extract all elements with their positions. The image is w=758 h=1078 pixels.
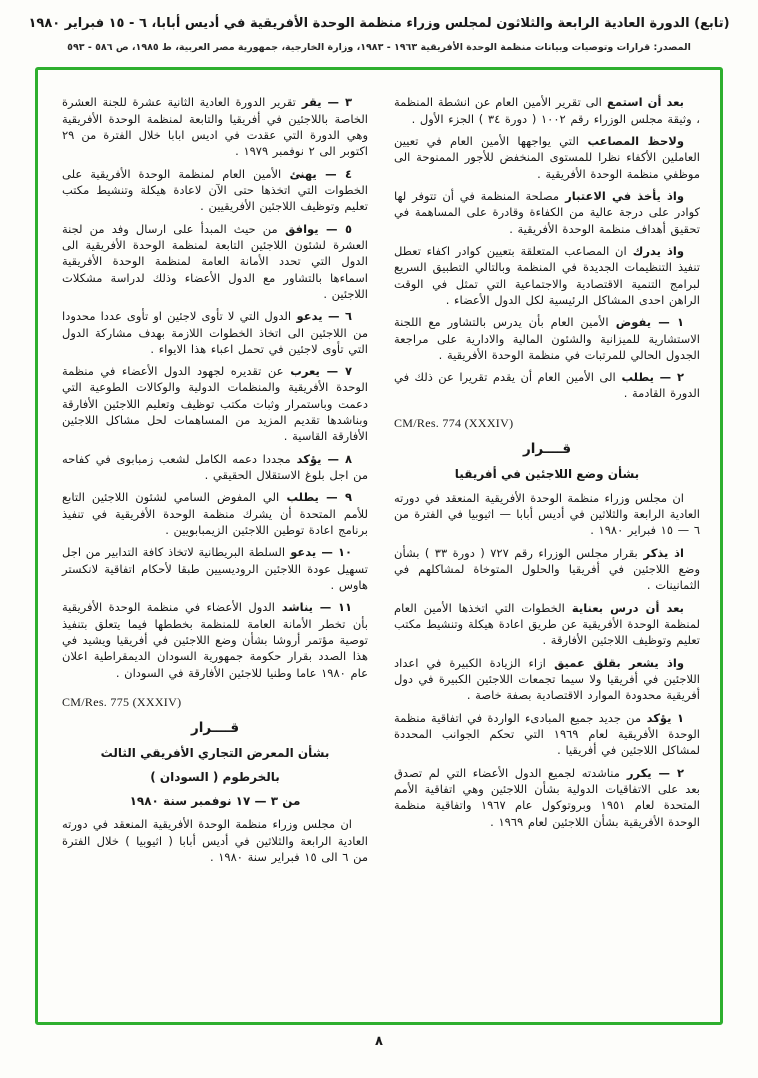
numbered-clause <box>62 363 368 445</box>
paragraph-text: تقرير الدورة العادية الثانية عشرة للجنة العشرة الخاصة باللاجئين في أفريقيا والتابعة لمنظمة الوحدة الأفريقية وهي الدورة التي عقدت في اديس ابابا خلال الفترة من ٢٩ اكتوبر الى ٢ نوفمبر ١٩٧٩ . <box>62 95 368 159</box>
paragraph <box>394 490 700 539</box>
paragraph <box>394 133 700 182</box>
paragraph-text: الي المفوض السامي لشئون اللاجئين التابع للأمم المتحدة أن يشرك منظمة الوحدة الأفريقية في تنفيذ برنامج اعادة توطين اللاجئين الزيمبابويين . <box>62 490 368 538</box>
paragraph <box>394 545 700 594</box>
paragraph-text: التي يواجهها الأمين العام في تعيين العاملين الأكفاء نظرا للمستوى المنخفض للأجور الممنوحة الى موظفي منظمة الوحدة الأفريقية . <box>394 133 700 181</box>
paragraph-text: ان مجلس وزراء منظمة الوحدة الأفريقية المنعقد في دورته العادية الرابعة والثلاثين في أديس أبابا ( اثيوبيا ) خلال الفترة من ٦ الى ١٥ فبراير سنة ١٩٨٠ . <box>62 817 368 865</box>
numbered-clause <box>62 308 368 357</box>
clause-number-lead: ٦ — يدعو <box>296 309 352 324</box>
resolution-heading: قــــرار <box>522 440 572 457</box>
numbered-clause <box>62 451 368 484</box>
numbered-clause <box>394 369 700 402</box>
clause-number-lead: ٧ — يعرب <box>290 364 352 379</box>
clause-number-lead: ١٠ — يدعو <box>290 545 352 560</box>
paragraph <box>62 816 368 865</box>
paragraph-text: السلطة البريطانية لاتخاذ كافة التدابير من اجل تسهيل عودة اللاجئين الروديسيين طبقا لأحكام اتفاقية لانكستر هاوس . <box>62 545 368 593</box>
paragraph-text: ان المصاعب المتعلقة بتعيين كوادر اكفاء تعطل تنفيذ التنظيمات الجديدة في المنظمة وبالتالي التطبيق السريع لبرامج التنمية الاقتصادية والاجتماعية التي تمثل في الوقت الراهن احدى المشاكل الرئيسية لكل الدول الأعضاء . <box>394 243 700 307</box>
clause-number-lead: ٥ — يوافق <box>285 221 352 236</box>
paragraph-text: مصلحة المنظمة في أن تتوفر لها كوادر على درجة عالية من الكفاءة وقادرة على المساهمة في تحقيق أهداف منظمة الوحدة الأفريقية . <box>394 188 700 236</box>
paragraph <box>394 188 700 237</box>
paragraph-text: الدول الأعضاء في منظمة الوحدة الأفريقية بأن تخطر الأمانة العامة للمنظمة بخططها فيما يتعلق بتنفيذ توصية مؤتمر أروشا بشأن وضع اللاجئين في أفريقيا ويشيد في هذا الصدد بقرار حكومة جمهورية السودان الديمقراطية اعلان عام ١٩٨٠ عاما وطنيا للاجئين الأفارقة في السودان . <box>62 600 368 680</box>
paragraph-text: ان مجلس وزراء منظمة الوحدة الأفريقية المنعقد في دورته العادية الرابعة والثلاثين في أديس أبابا — اثيوبيا في الفترة من ٦ — ١٥ فبراير ١٩٨٠ . <box>394 490 700 538</box>
paragraph-text: ازاء الزيادة الكبيرة في اعداد اللاجئين في أفريقيا ولا سيما تجمعات اللاجئين الكبيرة في دول أفريقية محدودة الموارد الاقتصادية بصفة خاصة . <box>394 655 700 703</box>
paragraph-text: الى تقرير الأمين العام عن انشطة المنظمة ، وثيقة مجلس الوزراء رقم ١٠٠٢ ( دورة ٣٤ ) الجزء الأول . <box>394 95 700 126</box>
paragraph-text: الخطوات التي اتخذها الأمين العام لمنظمة الوحدة الأفريقية عن طريق اعادة هيكلة وتنشيط مكتب تعليم وتوظيف اللاجئين الأفارقة . <box>394 600 700 648</box>
two-column-layout <box>58 94 700 1004</box>
paragraph-text: من جديد جميع المبادىء الواردة في اتفاقية منظمة الوحدة الأفريقية لعام ١٩٦٩ التي تحكم الجوانب المحددة لمشاكل اللاجئين في أفريقيا . <box>394 710 700 758</box>
paragraph-text: الأمين العام بأن يدرس بالتشاور مع اللجنة الاستشارية للميزانية والشئون المالية والادارية على مراجعة الجدول الحالي للمرتبات في منظمة الوحدة الأفريقية . <box>394 315 700 362</box>
paragraph-text: عن تقديره لجهود الدول الأعضاء في منظمة الوحدة الأفريقية والمنظمات الدولية والوكالات الطوعية التي دعمت وباستمرار وثبات مكتب توظيف وتعليم اللاجئين الأفارقة وبناشدها تقديم المزيد من المساهمات لحل مشاكل اللاجئين الأفارقة القاسية . <box>62 364 368 444</box>
page-number: ٨ <box>375 1034 383 1050</box>
resolution-heading: قــــرار <box>190 720 240 737</box>
paragraph-lead: اذ يذكر <box>643 545 684 560</box>
paragraph-text: الأمين العام لمنظمة الوحدة الأفريقية على الخطوات التي اتخذها حتى الآن لاعادة هيكلة وتنشيط مكتب تعليم وتوظيف اللاجئين الأفريقيين . <box>62 166 368 214</box>
page-header <box>0 0 758 54</box>
paragraph-text: من حيث المبدأ على ارسال وفد من لجنة العشرة لشئون اللاجئين التابعة لمنظمة الوحدة الأفريقية الى الدول التي تحدد الأمانة العامة لمنظمة الوحدة الأفريقية اسماءها بالتشاور مع الدول الأعضاء وذلك لدراسة مشكلات اللاجئين . <box>62 221 368 301</box>
resolution-reference: CM/Res. 774 (XXXIV) <box>394 415 514 430</box>
numbered-clause <box>62 544 368 593</box>
clause-number-lead: ٣ — يقر <box>301 95 352 110</box>
paragraph-text: مجددا دعمه الكامل لشعب زمبابوى في كفاحه من اجل بلوغ الاستقلال الحقيقي . <box>62 451 368 483</box>
paragraph-text: مناشدته لجميع الدول الأعضاء التي لم تصدق بعد على الاتفاقيات الدولية بشأن اللاجئين وهي اتفاقية الأمم المتحدة لعام ١٩٥١ وبروتوكول عام ١٩٦٧ واتفاقية منظمة الوحدة الأفريقية بشأن اللاجئين لعام ١٩٦٩ . <box>394 765 700 829</box>
paragraph-text: بقرار مجلس الوزراء رقم ٧٢٧ ( دورة ٣٣ ) بشأن وضع اللاجئين في أفريقيا والحلول المتوخاة لمشاكلهم في الثمانينات . <box>394 545 700 593</box>
document-title: (تابع) الدورة العادية الرابعة والثلاثون لمجلس وزراء منظمة الوحدة الأفريقية في أديس أبابا، ٦ - ١٥ فبراير ١٩٨٠ <box>28 16 730 31</box>
paragraph-lead: بعد أن درس بعناية <box>571 600 684 615</box>
numbered-clause <box>62 166 368 215</box>
paragraph-lead: واذ يأخذ في الاعتبار <box>565 188 684 203</box>
paragraph-lead: بعد أن استمع <box>607 95 684 110</box>
numbered-clause <box>62 221 368 303</box>
clause-number-lead: ١ — يفوض <box>615 315 684 330</box>
clause-number-lead: ٢ — يكرر <box>626 765 684 780</box>
paragraph-text: الدول التي لا تأوى لاجئين او تأوى عددا محدودا من اللاجئين الى اتخاذ الخطوات اللازمة بهدف مشاركة الدول التي تأوى لاجئين في تحمل اعباء هذا الايواء . <box>62 309 368 356</box>
paragraph-lead: واذ يشعر بقلق عميق <box>554 655 684 670</box>
numbered-clause <box>62 489 368 538</box>
clause-number-lead: ٤ — يهنئ <box>289 166 352 181</box>
paragraph <box>394 243 700 308</box>
paragraph-lead: ولاحظ المصاعب <box>587 133 684 148</box>
clause-number-lead: ٩ — يطلب <box>286 490 352 505</box>
document-source-line: المصدر: قرارات وتوصيات وبيانات منظمة الوحدة الأفريقية ١٩٦٣ - ١٩٨٣، وزارة الخارجية، جمهورية مصر العربية، ط ١٩٨٥، ص ٥٨٦ - ٥٩٣ <box>67 41 691 53</box>
clause-number-lead: ٢ — يطلب <box>621 370 684 385</box>
numbered-clause <box>394 314 700 363</box>
numbered-clause <box>394 765 700 830</box>
paragraph <box>394 600 700 649</box>
paragraph <box>394 655 700 704</box>
paragraph <box>394 94 700 127</box>
resolution-subheading: بالخرطوم ( السودان ) <box>150 769 280 784</box>
column-left <box>62 94 368 1004</box>
clause-number-lead: ٨ — يؤكد <box>296 451 352 466</box>
resolution-reference: CM/Res. 775 (XXXIV) <box>62 695 182 710</box>
paragraph-text: الى الأمين العام أن يقدم تقريرا عن ذلك في الدورة القادمة . <box>394 370 700 401</box>
clause-number-lead: ١ يؤكد <box>646 710 684 725</box>
numbered-clause <box>62 599 368 681</box>
resolution-subheading: بشأن المعرض التجاري الأفريقي الثالث <box>100 746 330 761</box>
numbered-clause <box>62 94 368 159</box>
resolution-subheading: بشأن وضع اللاجئين في أفريقيا <box>454 466 640 481</box>
content-box <box>35 67 723 1025</box>
paragraph-lead: واذ يدرك <box>632 243 684 258</box>
resolution-subheading: من ٣ — ١٧ نوفمبر سنة ١٩٨٠ <box>129 793 301 808</box>
clause-number-lead: ١١ — يناشد <box>281 600 352 615</box>
column-right <box>394 94 700 1004</box>
numbered-clause <box>394 710 700 759</box>
